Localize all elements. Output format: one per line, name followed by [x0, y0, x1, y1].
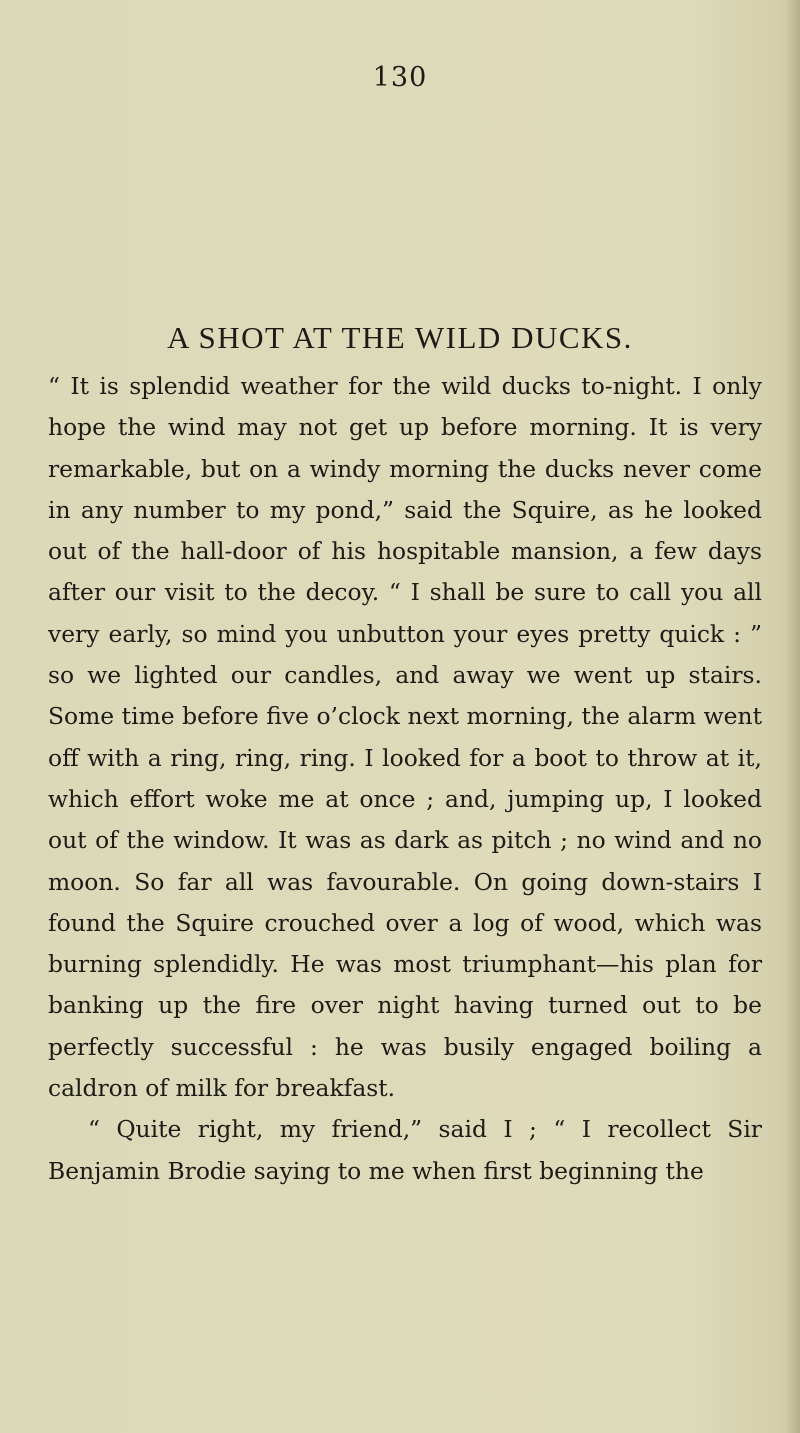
page-edge-shadow	[786, 0, 800, 1433]
body-text	[48, 366, 762, 1192]
chapter-title: A SHOT AT THE WILD DUCKS.	[167, 320, 633, 355]
paragraph-1: “ It is splendid weather for the wild ducks to-night. I only hope the wind may not get up before morning. It is very remarkable, but on a windy morning the ducks never come in any number to my pond,” said the Squire, as he looked out of the hall-door of his hospitable mansion, a few days after our visit to the decoy. “ I shall be sure to call you all very early, so mind you unbutton your eyes pretty quick : ” so we lighted our candles, and away we went up stairs. Some time before five o’clock next morning, the alarm went off with a ring, ring, ring. I looked for a boot to throw at it, which effort woke me at once ; and, jumping up, I looked out of the window. It was as dark as pitch ; no wind and no moon. So far all was favourable. On going down-stairs I found the Squire crouched over a log of wood, which was burning splendidly. He was most triumphant—his plan for banking up the fire over night having turned out to be perfectly successful : he was busily engaged boiling a caldron of milk for breakfast.	[48, 372, 762, 1103]
paragraph-2: “ Quite right, my friend,” said I ; “ I recollect Sir Benjamin Brodie saying to me when first beginning the	[48, 1115, 762, 1185]
page-number: 130	[372, 62, 428, 93]
